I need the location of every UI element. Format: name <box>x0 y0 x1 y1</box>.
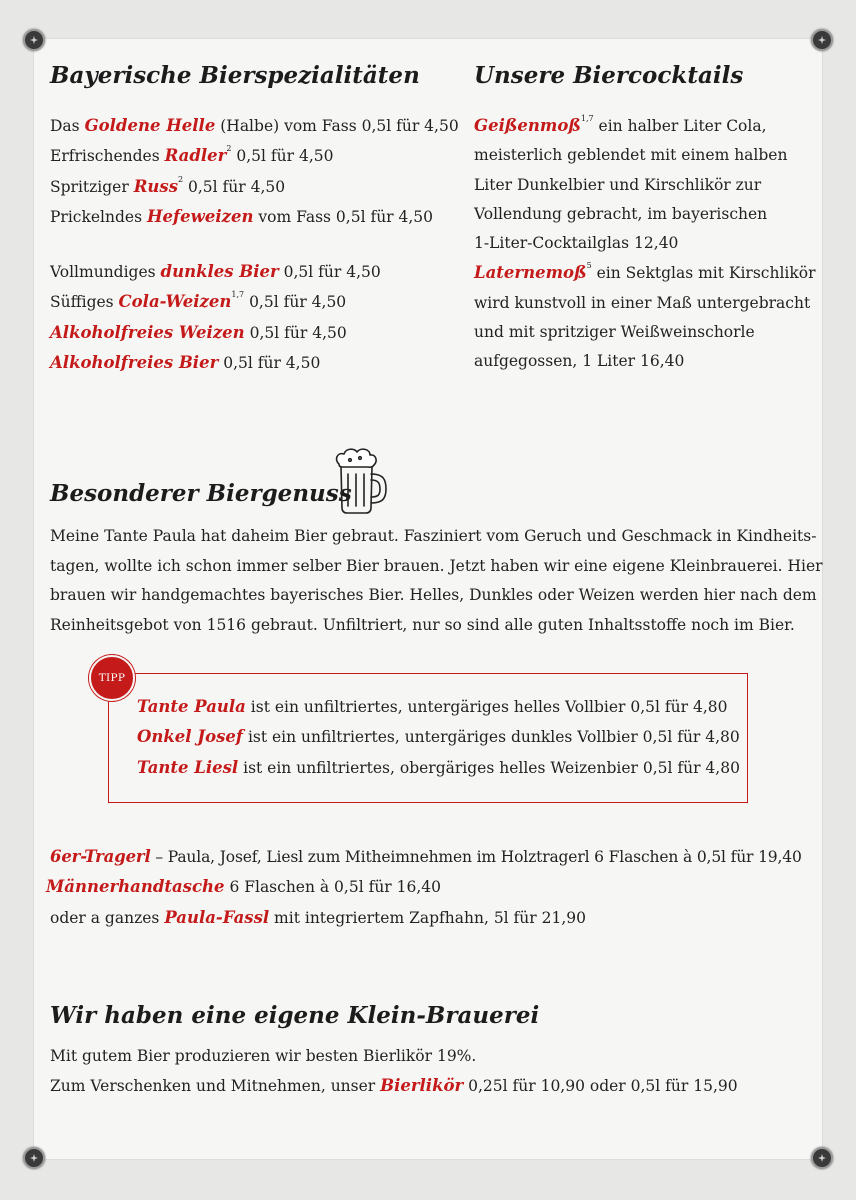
left-list-top <box>50 111 459 232</box>
brewery-text <box>50 1042 738 1102</box>
beer-mug-icon <box>330 446 392 516</box>
tipp-item: Onkel Josef ist ein unfiltriertes, untergäriges dunkles Vollbier 0,5l für 4,80 <box>137 727 740 747</box>
section-heading-biergenuss: Besonderer Biergenuss <box>50 480 352 507</box>
bundle-item: Männerhandtasche 6 Flaschen à 0,5l für 16,40 <box>46 877 442 897</box>
tipp-badge: TIPP <box>89 655 135 701</box>
menu-item: Süffiges Cola-Weizen$^{1,7}$ 0,5l für 4,50 <box>50 290 347 312</box>
story-line: tagen, wollte ich schon immer selber Bier brauen. Jetzt haben wir eine eigene Kleinbrauerei. Hier <box>50 556 823 575</box>
section-heading-biercocktails: Unsere Biercocktails <box>474 62 744 89</box>
menu-item: Vollmundiges dunkles Bier 0,5l für 4,50 <box>50 262 381 281</box>
tipp-item: Tante Paula ist ein unfiltriertes, untergäriges helles Vollbier 0,5l für 4,80 <box>137 697 728 716</box>
cocktail-line: wird kunstvoll in einer Maß untergebracht <box>474 293 811 312</box>
cocktail-line: Liter Dunkelbier und Kirschlikör zur <box>474 175 762 194</box>
cocktail-line: meisterlich geblendet mit einem halben <box>474 146 788 165</box>
bundle-list <box>46 842 802 933</box>
cocktail-list <box>474 111 816 377</box>
screw-icon <box>811 29 833 51</box>
bundle-item: 6er-Tragerl – Paula, Josef, Liesl zum Mitheimnehmen im Holztragerl 6 Flaschen à 0,5l für 19,40 <box>50 847 802 866</box>
brewery-line: Zum Verschenken und Mitnehmen, unser Bierlikör 0,25l für 10,90 oder 0,5l für 15,90 <box>50 1076 738 1096</box>
cocktail-line: Vollendung gebracht, im bayerischen <box>474 204 768 223</box>
story-line: brauen wir handgemachtes bayerisches Bier. Helles, Dunkles oder Weizen werden hier nach dem <box>50 586 817 604</box>
cocktail-line: Laternemoß$^5$ ein Sektglas mit Kirschlikör <box>474 261 816 283</box>
menu-item: Das Goldene Helle (Halbe) vom Fass 0,5l für 4,50 <box>50 116 459 135</box>
left-list-bottom <box>50 257 381 378</box>
menu-item: Spritziger Russ$^2$ 0,5l für 4,50 <box>50 174 286 196</box>
tipp-list <box>137 692 740 783</box>
screw-icon <box>23 29 45 51</box>
story-line: Reinheitsgebot von 1516 gebraut. Unfiltriert, nur so sind alle guten Inhaltsstoffe noch im Bier. <box>50 615 795 634</box>
bundle-item: oder a ganzes Paula-Fassl mit integriertem Zapfhahn, 5l für 21,90 <box>50 907 586 927</box>
cocktail-line: und mit spritziger Weißweinschorle <box>474 323 755 342</box>
tipp-item: Tante Liesl ist ein unfiltriertes, obergäriges helles Weizenbier 0,5l für 4,80 <box>137 757 740 777</box>
menu-item: Prickelndes Hefeweizen vom Fass 0,5l für 4,50 <box>50 206 434 226</box>
cocktail-line: aufgegossen, 1 Liter 16,40 <box>474 352 685 371</box>
menu-item: Alkoholfreies Bier 0,5l für 4,50 <box>50 352 321 372</box>
screw-icon <box>811 1147 833 1169</box>
menu-item: Alkoholfreies Weizen 0,5l für 4,50 <box>50 322 347 342</box>
screw-icon <box>23 1147 45 1169</box>
brewery-line: Mit gutem Bier produzieren wir besten Bierlikör 19%. <box>50 1047 477 1065</box>
cocktail-line: Geißenmoß$^{1,7}$ ein halber Liter Cola, <box>474 114 767 135</box>
section-heading-bayerische: Bayerische Bierspezialitäten <box>50 62 420 89</box>
story-paragraph <box>50 522 823 640</box>
cocktail-line: 1-Liter-Cocktailglas 12,40 <box>474 234 679 253</box>
section-heading-brauerei: Wir haben eine eigene Klein-Brauerei <box>50 1002 540 1029</box>
story-line: Meine Tante Paula hat daheim Bier gebraut. Fasziniert vom Geruch und Geschmack in Kindheits- <box>50 527 817 545</box>
menu-item: Erfrischendes Radler$^2$ 0,5l für 4,50 <box>50 144 334 166</box>
